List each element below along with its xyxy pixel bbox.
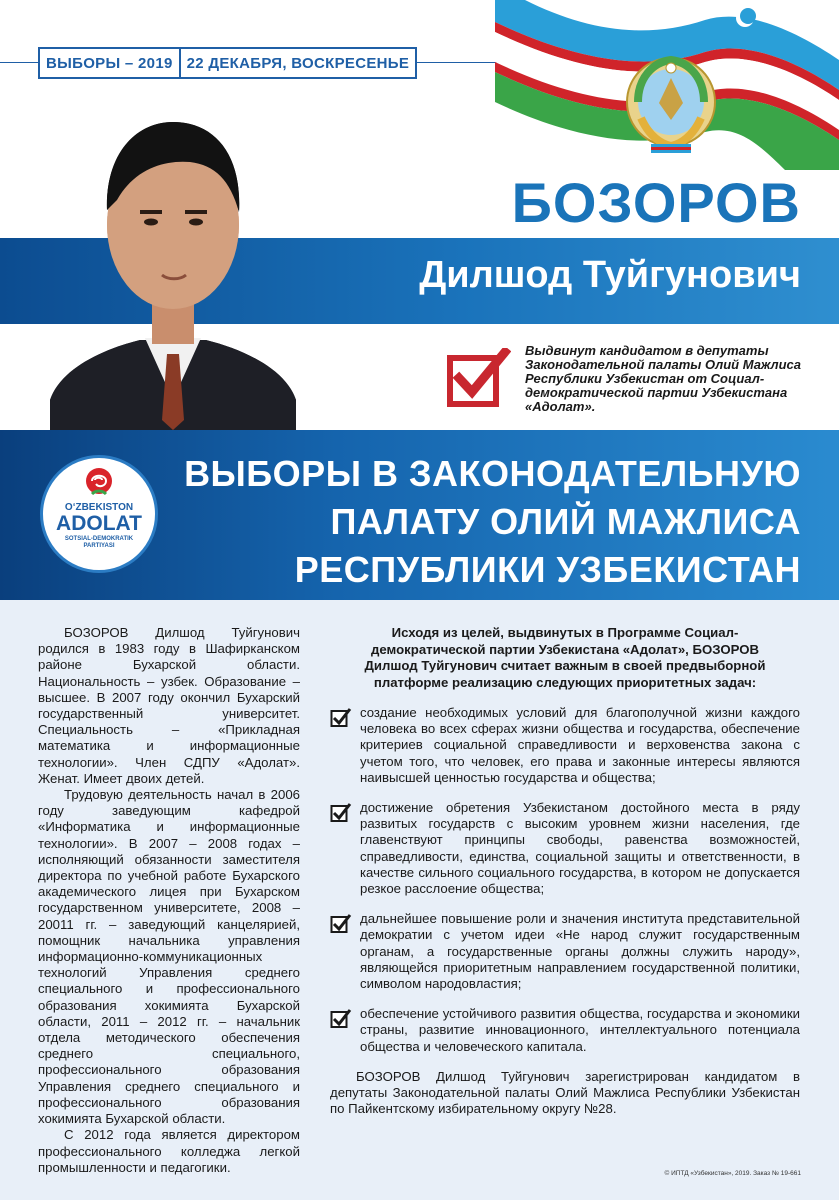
platform-intro: Исходя из целей, выдвинутых в Программе Социал-демократической партии Узбекистана «Адолат», БОЗОРОВ Дилшод Туйгунович считает важным в своей предвыборной платформе реализацию следующих приоритетных задач: [364, 625, 766, 690]
party-logo [40, 455, 158, 573]
candidate-surname: БОЗОРОВ [511, 171, 801, 234]
election-title [181, 450, 801, 594]
checkbox-check-icon [330, 707, 352, 729]
print-footer: © ИПТД «Узбекистан», 2019. Заказ № 19-661 [664, 1170, 801, 1177]
biography-paragraph: С 2012 года является директором профессионального колледжа легкой промышленности и педагогики. [38, 1127, 300, 1175]
biography-paragraph: БОЗОРОВ Дилшод Туйгунович родился в 1983 году в Шафирканском районе Бухарской области. Национальность – узбек. Образование – высшее. В 2007 году окончил Бухарский государственный университет. Специальность – «Прикладная математика и информационные технологии». Член СДПУ «Адолат». Женат. Имеет двоих детей. [38, 625, 300, 786]
election-title-line: РЕСПУБЛИКИ УЗБЕКИСТАН [294, 549, 801, 590]
party-logo-subtitle-line: PARTIYASI [83, 543, 115, 549]
state-emblem-icon [625, 48, 717, 156]
checkbox-check-icon [330, 1008, 352, 1030]
platform-task [330, 800, 800, 897]
platform-task-text: создание необходимых условий для благополучной жизни каждого человека во всех сферах жизни общества и государства, обеспечение критериев социальной справедливости и верховенства закона с учетом того, что человек, его права и законные интересы являются наивысшей ценностью государства и общества; [360, 705, 800, 785]
platform-task-text: дальнейшее повышение роли и значения института представительной демократии с учетом идеи «Не народ служит государственным органам, а государственные органы должны служить народу», являющейся приоритетным направлением государственной политики, символом народовластия; [360, 911, 800, 992]
party-logo-country: O‘ZBEKISTON [64, 502, 134, 513]
election-year: ВЫБОРЫ – 2019 [40, 49, 181, 77]
party-logo-subtitle [65, 536, 133, 550]
platform-task [330, 1006, 800, 1055]
platform-task [330, 705, 800, 786]
platform [330, 625, 800, 1117]
candidate-given-names: Дилшод Туйгунович [419, 254, 801, 296]
party-logo-subtitle-line: SOTSIAL-DEMOKRATIK [64, 536, 134, 542]
nomination-text: Выдвинут кандидатом в депутаты Законодательной палаты Олий Мажлиса Республики Узбекистан от Социал-демократической партии Узбекистана «Адолат». [525, 343, 801, 414]
checkbox-check-icon [330, 913, 352, 935]
platform-task-text: достижение обретения Узбекистаном достойного места в ряду развитых государств с высоким уровнем жизни населения, где главенствуют принципы свободы, равенства возможностей, справедливости, единства, социальной защиты и ответственности, в качестве сильного социального государства, в котором не допускается резкое расслоение общества; [360, 800, 800, 897]
party-logo-name: ADOLAT [56, 512, 142, 535]
election-date-badge [38, 47, 417, 79]
platform-task-text: обеспечение устойчивого развития общества, государства и экономики страны, развитие инновационного, интеллектуального потенциала общества и человеческого капитала. [360, 1006, 800, 1054]
biography-paragraph: Трудовую деятельность начал в 2006 году заведующим кафедрой «Информатика и информационные технологии». В 2007 – 2008 годах – исполняющий обязанности заместителя директора по учебной работе Бухарского академического лицея при Бухарском государственном университете, 2008 – 20011 гг. – заведующий канцелярией, помощник начальника управления информационно-коммуникационных технологий Управления среднего специального и профессионального образования хокимията Бухарской области, 2011 – 2012 гг. – начальник отдела методического обеспечения среднего специального, профессионального образования Управления среднего специального и профессионального образования хокимията Бухарской области. [38, 787, 300, 1127]
platform-task [330, 911, 800, 992]
registration-note: БОЗОРОВ Дилшод Туйгунович зарегистрирован кандидатом в депутаты Законодательной палаты Олий Мажлиса Республики Узбекистан по Пайкентскому избирательному округу №28. [330, 1068, 800, 1117]
election-title-line: ВЫБОРЫ В ЗАКОНОДАТЕЛЬНУЮ [184, 453, 801, 494]
checkbox-check-icon [447, 348, 511, 408]
election-date: 22 ДЕКАБРЯ, ВОСКРЕСЕНЬЕ [186, 54, 410, 72]
candidate-photo-overlay [50, 100, 296, 430]
election-title-line: ПАЛАТУ ОЛИЙ МАЖЛИСА [330, 501, 801, 542]
checkbox-check-icon [330, 802, 352, 824]
biography [38, 625, 300, 1176]
rose-icon [82, 466, 116, 500]
